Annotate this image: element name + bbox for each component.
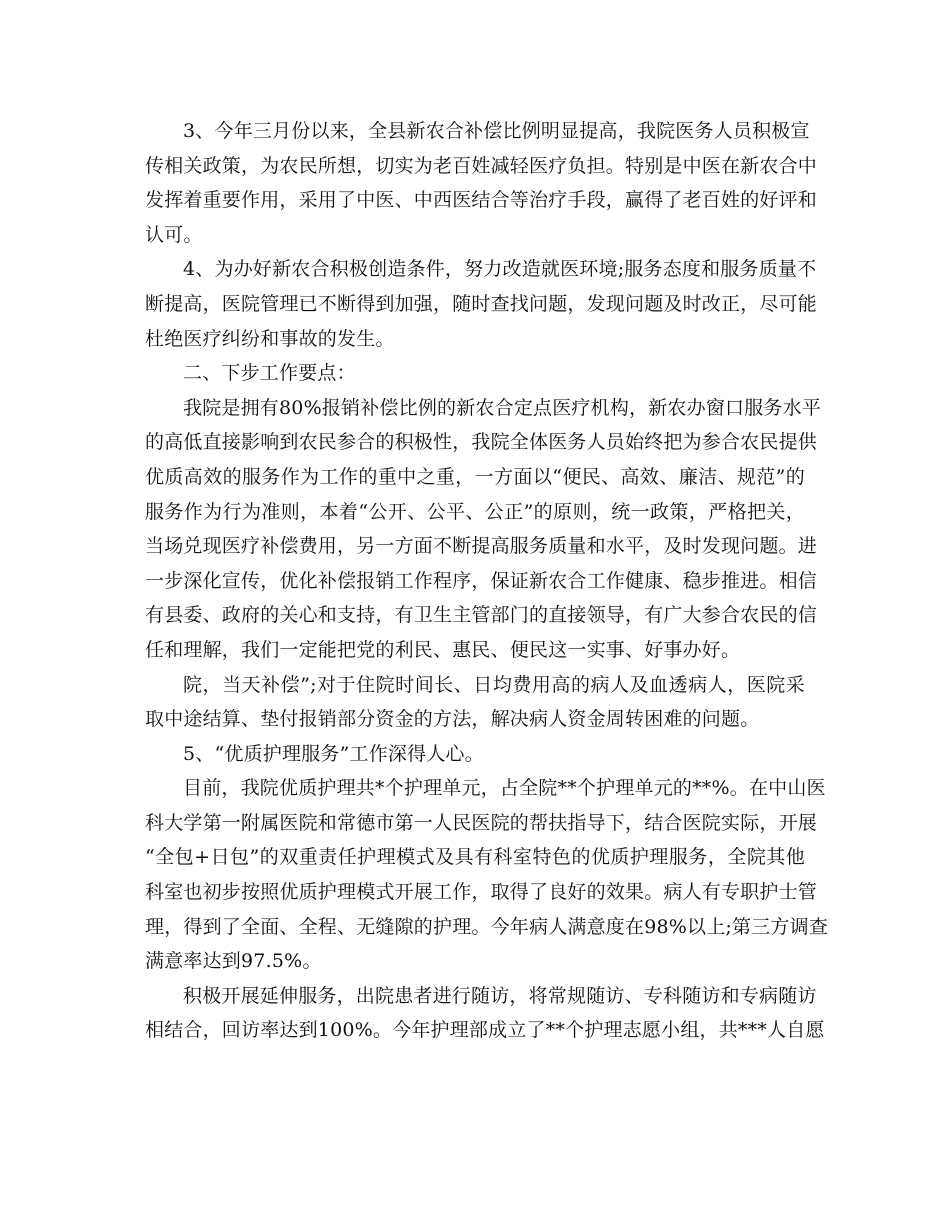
text-line: 满意率达到97.5%。 (145, 950, 322, 973)
text-line: 积极开展延伸服务，出院患者进行随访，将常规随访、专科随访和专病随访 (183, 984, 817, 1007)
text-line: 发挥着重要作用，采用了中医、中西医结合等治疗手段，赢得了老百姓的好评和 (145, 189, 818, 212)
body-text (145, 114, 829, 1048)
text-line: 认可。 (145, 223, 203, 246)
section-heading: 5、“优质护理服务”工作深得人心。 (183, 742, 484, 765)
text-line: 传相关政策，为农民所想，切实为老百姓减轻医疗负担。特别是中医在新农合中 (145, 154, 818, 177)
text-line: 任和理解，我们一定能把党的利民、惠民、便民这一实事、好事办好。 (145, 638, 741, 661)
text-line: 当场兑现医疗补偿费用，另一方面不断提高服务质量和水平，及时发现问题。进 (145, 535, 818, 558)
text-line: 科大学第一附属医院和常德市第一人民医院的帮扶指导下，结合医院实际，开展 (145, 811, 818, 834)
text-line: 有县委、政府的关心和支持，有卫生主管部门的直接领导，有广大参合农民的信 (145, 604, 818, 627)
text-line: 4、为办好新农合积极创造条件，努力改造就医环境;服务态度和服务质量不 (183, 258, 817, 281)
text-line: 取中途结算、垫付报销部分资金的方法，解决病人资金周转困难的问题。 (145, 708, 760, 731)
section-heading: 二、下步工作要点： (183, 362, 356, 385)
text-line: 3、今年三月份以来，全县新农合补偿比例明显提高，我院医务人员积极宣 (183, 120, 810, 142)
text-line: 一步深化宣传，优化补偿报销工作程序，保证新农合工作健康、稳步推进。相信 (145, 569, 818, 592)
text-line: 服务作为行为准则，本着“公开、公平、公正”的原则，统一政策，严格把关， (145, 500, 805, 523)
text-line: 断提高，医院管理已不断得到加强，随时查找问题，发现问题及时改正，尽可能 (145, 292, 818, 315)
text-line: 目前，我院优质护理共*个护理单元，占全院**个护理单元的**%。在中山医 (183, 777, 826, 800)
text-line: “全包+日包”的双重责任护理模式及具有科室特色的优质护理服务，全院其他 (145, 846, 805, 869)
text-line: 我院是拥有80%报销补偿比例的新农合定点医疗机构，新农办窗口服务水平 (183, 396, 822, 419)
text-line: 的高低直接影响到农民参合的积极性，我院全体医务人员始终把为参合农民提供 (145, 431, 818, 454)
text-line: 科室也初步按照优质护理模式开展工作，取得了良好的效果。病人有专职护士管 (145, 881, 818, 904)
text-line: 院，当天补偿”;对于住院时间长、日均费用高的病人及血透病人，医院采 (183, 673, 805, 696)
text-line: 优质高效的服务作为工作的重中之重，一方面以“便民、高效、廉洁、规范”的 (145, 465, 805, 488)
text-line: 相结合，回访率达到100%。今年护理部成立了**个护理志愿小组，共***人自愿 (145, 1019, 825, 1042)
text-line: 杜绝医疗纠纷和事故的发生。 (145, 327, 395, 350)
text-line: 理，得到了全面、全程、无缝隙的护理。今年病人满意度在98%以上;第三方调查 (145, 915, 829, 938)
